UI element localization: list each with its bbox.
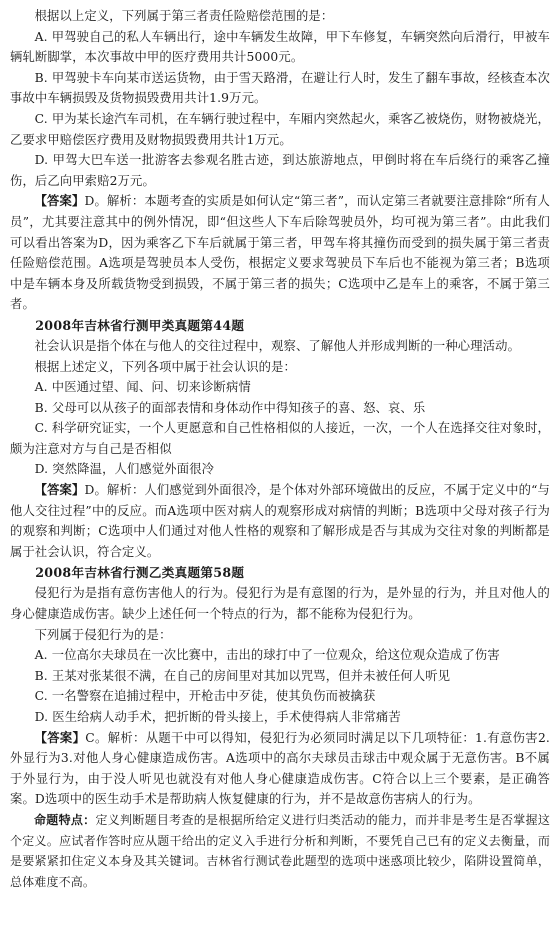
option-b: B. 甲驾驶卡车向某市送运货物，由于雪天路滑，在避让行人时，发生了翻车事故，经核查本次事故中车辆损毁及货物损毁费用共计1.9万元。 (10, 70, 550, 106)
answer-label: 【答案】 (34, 482, 85, 498)
option-a: A. 一位高尔夫球员在一次比赛中，击出的球打中了一位观众，给这位观众造成了伤害 (34, 648, 500, 663)
question-section-2 (10, 315, 550, 563)
definition-text: 侵犯行为是指有意伤害他人的行为。侵犯行为是有意图的行为，是外显的行为，并且对他人的身心健康造成伤害。缺少上述任何一个特点的行为，都不能称为侵犯行为。 (10, 586, 550, 622)
features-label: 命题特点： (34, 812, 96, 827)
question-prompt: 根据以上定义，下列属于第三者责任险赔偿范围的是： (34, 9, 334, 23)
question-heading: 2008年吉林省行测甲类真题第44题 (35, 317, 245, 333)
features-text: 定义判断题目考查的是根据所给定义进行归类活动的能力，而并非是考生是否掌握这个定义。应试者作答时应从题干给出的定义入手进行分析和判断，不要凭自己已有的定义去衡量，而是要紧紧扣住定义本身及其关键词。吉林省行测试卷此题型的选项中迷惑项比较少，陷阱设置简单，总体难度不高。 (10, 812, 550, 889)
answer-explanation (10, 191, 550, 315)
answer-text: C。解析：从题干中可以得知，侵犯行为必须同时满足以下几项特征：1.有意伤害2.外显行为3.对他人身心健康造成伤害。A选项中的高尔夫球员击球击中观众属于无意伤害。B不属于外显行为，由于没人听见也就没有对他人身心健康造成伤害。C符合以上三个要素，是正确答案。D选项中的医生动手术是帮助病人恢复健康的行为，并不是故意伤害病人的行为。 (10, 730, 550, 807)
features-paragraph (10, 810, 550, 892)
option-a: A. 中医通过望、闻、问、切来诊断病情 (34, 380, 251, 395)
answer-explanation (10, 728, 550, 810)
answer-text: D。解析：人们感觉到外面很冷，是个体对外部环境做出的反应，不属于定义中的“与他人交往过程”中的反应。而A选项中医对病人的观察形成对病情的判断；B选项中父母对孩子行为的观察和判断；C选项中人们通过对他人性格的观察和了解形成是否与其成为交往对象的判断都是属于社会认识，符合定义。 (10, 483, 550, 559)
option-a: A. 甲驾驶自己的私人车辆出行，途中车辆发生故障，甲下车修复，车辆突然向后滑行，甲被车辆轧断脚掌，本次事故中甲的医疗费用共计5000元。 (10, 29, 550, 65)
option-d: D. 甲驾大巴车送一批游客去参观名胜古迹，到达旅游地点，甲倒时将在车后绕行的乘客乙撞伤，后乙向甲索赔2万元。 (10, 153, 550, 188)
answer-text: D。解析：本题考查的实质是如何认定“第三者”，而认定第三者就要注意排除“所有人员”，尤其要注意其中的例外情况，即“但这些人下车后除驾驶员外，均可视为第三者”。由此我们可以看出答案为D，因为乘客乙下车后就属于第三者，甲驾车将其撞伤而受到的损失属于第三者责任险赔偿范围。A选项是驾驶员本人受伤，根据定义要求驾驶员下车后也不能视为第三者；B选项中是车辆本身及所载货物受到损毁，不属于第三者的损失；C选项中乙是车上的乘客，不属于第三者。 (10, 194, 550, 312)
question-prompt: 下列属于侵犯行为的是： (34, 627, 172, 642)
option-c: C. 一名警察在追捕过程中，开枪击中歹徒，使其负伤而被擒获 (34, 689, 376, 704)
option-d: D. 医生给病人动手术，把折断的骨头接上，手术使得病人非常痛苦 (34, 710, 401, 724)
option-d: D. 突然降温，人们感觉外面很冷 (34, 462, 215, 477)
features-section (10, 810, 550, 892)
definition-text: 社会认识是指个体在与他人的交往过程中，观察、了解他人并形成判断的一种心理活动。 (34, 338, 521, 353)
question-section-1 (10, 6, 550, 315)
option-c: C. 甲为某长途汽车司机，在车辆行驶过程中，车厢内突然起火，乘客乙被烧伤，财物被烧光，乙要求甲赔偿医疗费用及财物损毁费用共计1万元。 (10, 111, 550, 147)
option-b: B. 父母可以从孩子的面部表情和身体动作中得知孩子的喜、怒、哀、乐 (34, 400, 426, 415)
option-c: C. 科学研究证实，一个人更愿意和自己性格相似的人接近，一次，一个人在选择交往对象时，颇为注意对方与自己是否相似 (10, 421, 550, 456)
option-b: B. 王某对张某很不满，在自己的房间里对其加以咒骂，但并未被任何人听见 (34, 668, 451, 683)
question-heading: 2008年吉林省行测乙类真题第58题 (35, 565, 245, 581)
answer-label: 【答案】 (34, 193, 85, 209)
question-section-3 (10, 562, 550, 810)
answer-explanation (10, 480, 550, 562)
answer-label: 【答案】 (34, 729, 86, 745)
question-prompt: 根据上述定义，下列各项中属于社会认识的是： (34, 359, 296, 374)
